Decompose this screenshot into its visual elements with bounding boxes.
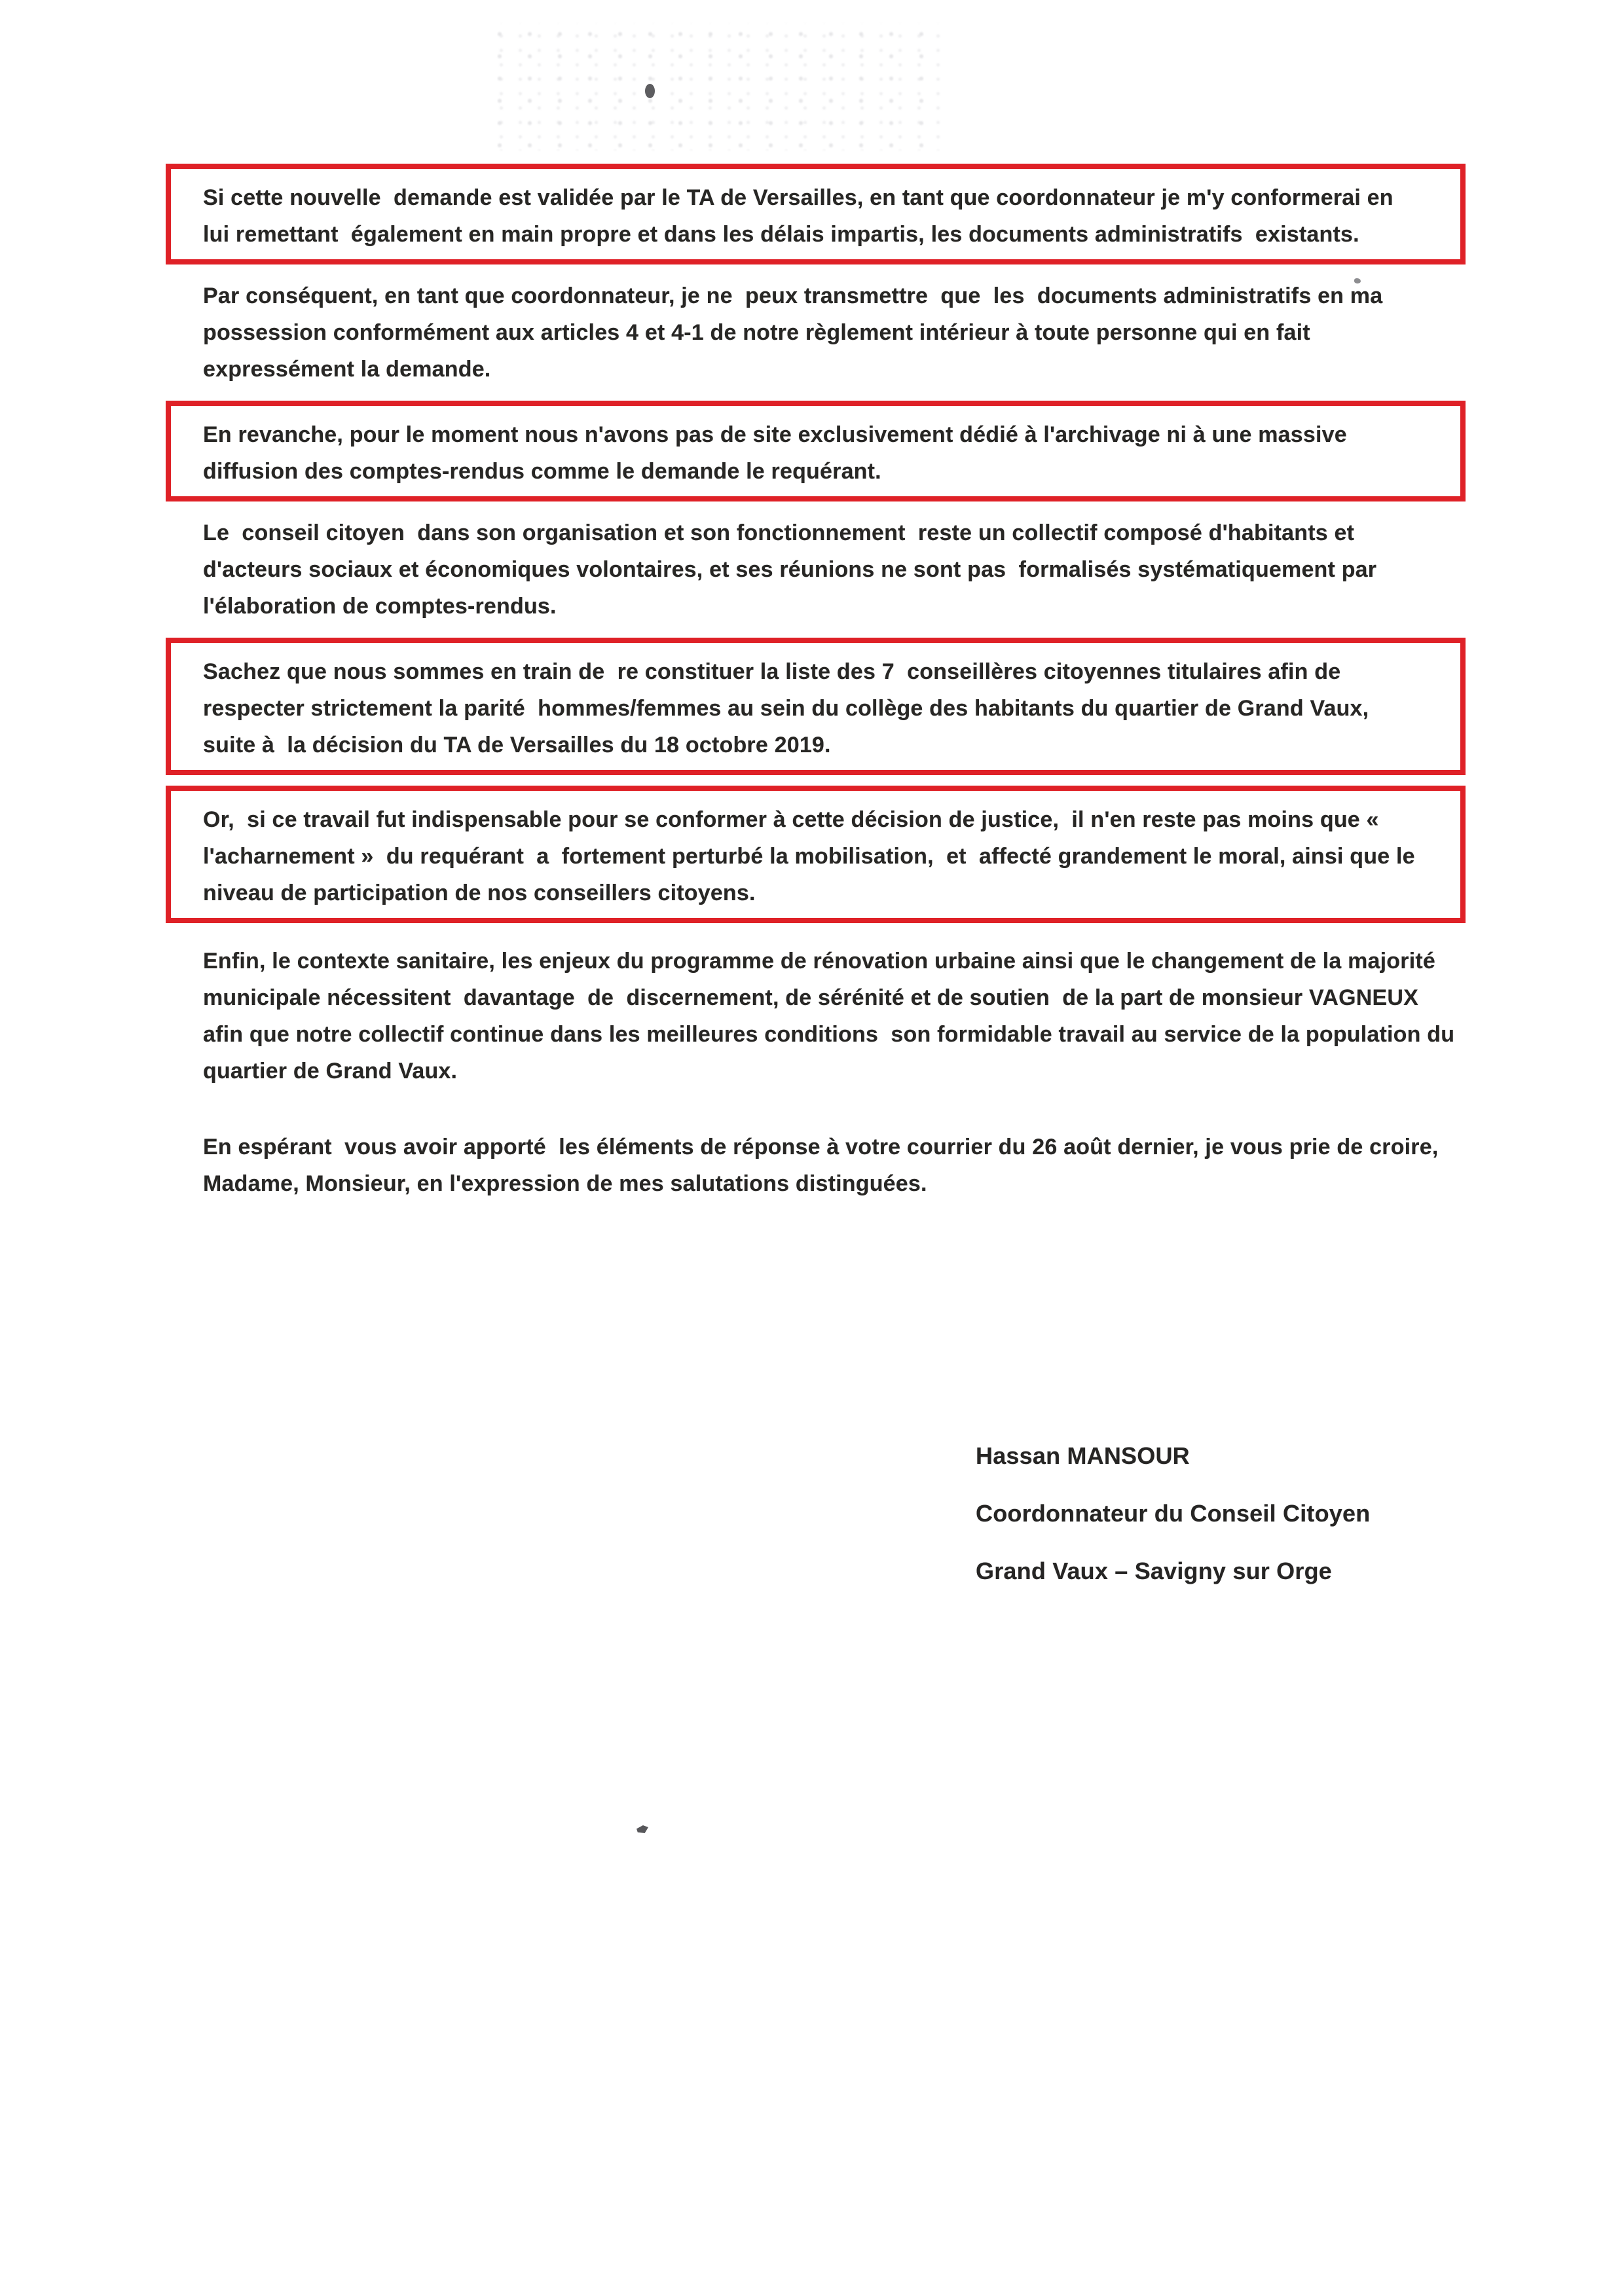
paragraph-conseil-citoyen: Le conseil citoyen dans son organisation et son fonctionnement reste un collectif composé d'habitants et d'acteurs sociaux et économiques volontaires, et ses réunions ne sont pas formalisés systématiquement par l'élaboration de comptes-rendus.	[203, 520, 1383, 619]
signature-title: Coordonnateur du Conseil Citoyen	[976, 1500, 1371, 1527]
signature-location: Grand Vaux – Savigny sur Orge	[976, 1558, 1333, 1584]
scan-ghost-artifact	[485, 23, 943, 151]
boxed-paragraph-or-travail: Or, si ce travail fut indispensable pour se conformer à cette décision de justice, il n'en reste pas moins que « l'acharnement » du requérant a fortement perturbé la mobilisation, et affecté grandement le moral, ainsi que le niveau de participation de nos conseillers citoyens.	[166, 786, 1466, 923]
signature-name: Hassan MANSOUR	[976, 1442, 1190, 1469]
paragraph-closing-salutation: En espérant vous avoir apporté les éléments de réponse à votre courrier du 26 août dernier, je vous prie de croire, Madame, Monsieur, en l'expression de mes salutations distinguées.	[203, 1135, 1451, 1196]
scan-speck-artifact-2	[637, 1825, 648, 1833]
scan-dot-artifact	[645, 84, 655, 98]
boxed-paragraph-sachez-liste: Sachez que nous sommes en train de re constituer la liste des 7 conseillères citoyennes titulaires afin de respecter strictement la parité hommes/femmes au sein du collège des habitants du quartier de Grand Vaux, suite à la décision du TA de Versailles du 18 octobre 2019.	[166, 638, 1466, 775]
boxed-paragraph-en-revanche: En revanche, pour le moment nous n'avons pas de site exclusivement dédié à l'archivage ni à une massive diffusion des comptes-rendus comme le demande le requérant.	[166, 401, 1466, 501]
letter-body	[166, 164, 1466, 1215]
signature-block	[976, 1427, 1370, 1600]
paragraph-par-consequent: Par conséquent, en tant que coordonnateur, je ne peux transmettre que les documents administratifs en ma possession conformément aux articles 4 et 4-1 de notre règlement intérieur à toute personne qui en fait expressément la demande.	[203, 283, 1389, 382]
paragraph-enfin-contexte: Enfin, le contexte sanitaire, les enjeux du programme de rénovation urbaine ainsi que le changement de la majorité municipale nécessitent davantage de discernement, de sérénité et de soutien de la part de monsieur VAGNEUX afin que notre collectif continue dans les meilleures conditions son formidable travail au service de la population du quartier de Grand Vaux.	[203, 949, 1461, 1084]
boxed-paragraph-validation-ta: Si cette nouvelle demande est validée par le TA de Versailles, en tant que coordonnateur je m'y conformerai en lui remettant également en main propre et dans les délais impartis, les documents administratifs existants.	[166, 164, 1466, 264]
